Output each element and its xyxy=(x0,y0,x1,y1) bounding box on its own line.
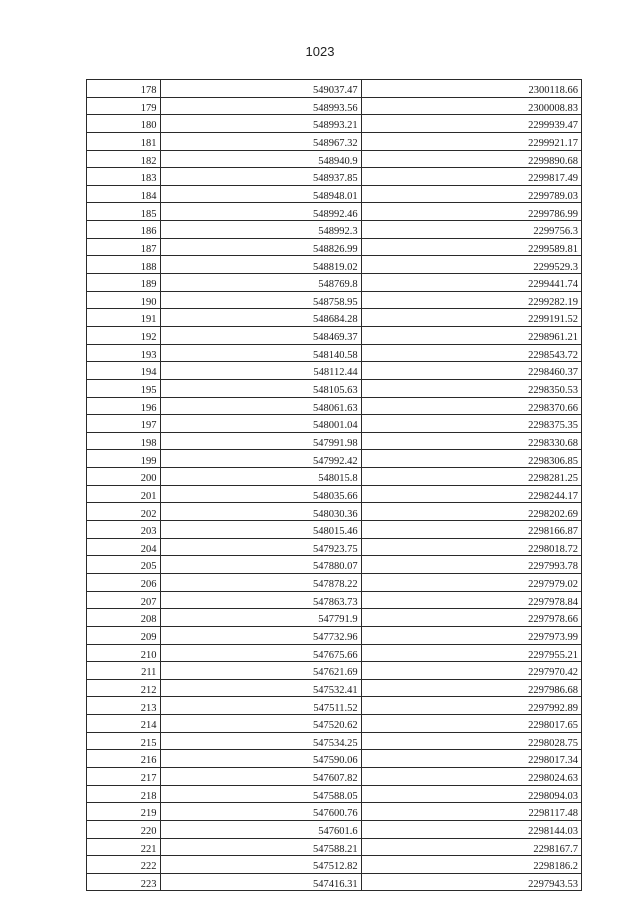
x-coordinate-cell: 547532.41 xyxy=(161,679,361,697)
y-coordinate-cell: 2299756.3 xyxy=(361,221,581,239)
table-row xyxy=(87,415,582,433)
table-row xyxy=(87,644,582,662)
table-row xyxy=(87,115,582,133)
y-coordinate-cell: 2300008.83 xyxy=(361,97,581,115)
point-number-cell: 180 xyxy=(87,115,161,133)
table-row xyxy=(87,803,582,821)
x-coordinate-cell: 548819.02 xyxy=(161,256,361,274)
y-coordinate-cell: 2299589.81 xyxy=(361,238,581,256)
y-coordinate-cell: 2297978.84 xyxy=(361,591,581,609)
y-coordinate-cell: 2298202.69 xyxy=(361,503,581,521)
table-row xyxy=(87,679,582,697)
y-coordinate-cell: 2299441.74 xyxy=(361,274,581,292)
x-coordinate-cell: 548967.32 xyxy=(161,132,361,150)
y-coordinate-cell: 2297992.89 xyxy=(361,697,581,715)
x-coordinate-cell: 547732.96 xyxy=(161,626,361,644)
y-coordinate-cell: 2298375.35 xyxy=(361,415,581,433)
x-coordinate-cell: 547621.69 xyxy=(161,662,361,680)
x-coordinate-cell: 549037.47 xyxy=(161,80,361,98)
point-number-cell: 212 xyxy=(87,679,161,697)
table-row xyxy=(87,379,582,397)
y-coordinate-cell: 2298017.65 xyxy=(361,715,581,733)
y-coordinate-cell: 2298330.68 xyxy=(361,432,581,450)
x-coordinate-cell: 548684.28 xyxy=(161,309,361,327)
point-number-cell: 207 xyxy=(87,591,161,609)
point-number-cell: 196 xyxy=(87,397,161,415)
x-coordinate-cell: 548015.46 xyxy=(161,521,361,539)
point-number-cell: 221 xyxy=(87,838,161,856)
table-row xyxy=(87,168,582,186)
x-coordinate-cell: 547520.62 xyxy=(161,715,361,733)
y-coordinate-cell: 2298167.7 xyxy=(361,838,581,856)
x-coordinate-cell: 547601.6 xyxy=(161,820,361,838)
table-row xyxy=(87,309,582,327)
table-row xyxy=(87,397,582,415)
table-row xyxy=(87,344,582,362)
point-number-cell: 194 xyxy=(87,362,161,380)
y-coordinate-cell: 2298094.03 xyxy=(361,785,581,803)
x-coordinate-cell: 548112.44 xyxy=(161,362,361,380)
x-coordinate-cell: 547878.22 xyxy=(161,573,361,591)
x-coordinate-cell: 547590.06 xyxy=(161,750,361,768)
y-coordinate-cell: 2298028.75 xyxy=(361,732,581,750)
y-coordinate-cell: 2298281.25 xyxy=(361,468,581,486)
table-row xyxy=(87,732,582,750)
table-row xyxy=(87,221,582,239)
point-number-cell: 218 xyxy=(87,785,161,803)
y-coordinate-cell: 2298024.63 xyxy=(361,767,581,785)
y-coordinate-cell: 2298017.34 xyxy=(361,750,581,768)
table-row xyxy=(87,609,582,627)
point-number-cell: 179 xyxy=(87,97,161,115)
page-number: 1023 xyxy=(305,44,335,59)
point-number-cell: 199 xyxy=(87,450,161,468)
y-coordinate-cell: 2298460.37 xyxy=(361,362,581,380)
y-coordinate-cell: 2299529.3 xyxy=(361,256,581,274)
y-coordinate-cell: 2299921.17 xyxy=(361,132,581,150)
point-number-cell: 211 xyxy=(87,662,161,680)
y-coordinate-cell: 2297978.66 xyxy=(361,609,581,627)
point-number-cell: 181 xyxy=(87,132,161,150)
x-coordinate-cell: 547416.31 xyxy=(161,873,361,891)
x-coordinate-cell: 547511.52 xyxy=(161,697,361,715)
table-row xyxy=(87,767,582,785)
table-row xyxy=(87,503,582,521)
table-row xyxy=(87,274,582,292)
point-number-cell: 202 xyxy=(87,503,161,521)
y-coordinate-cell: 2297979.02 xyxy=(361,573,581,591)
x-coordinate-cell: 547607.82 xyxy=(161,767,361,785)
table-row xyxy=(87,468,582,486)
x-coordinate-cell: 547534.25 xyxy=(161,732,361,750)
point-number-cell: 185 xyxy=(87,203,161,221)
y-coordinate-cell: 2297970.42 xyxy=(361,662,581,680)
table-row xyxy=(87,256,582,274)
point-number-cell: 184 xyxy=(87,185,161,203)
x-coordinate-cell: 547588.05 xyxy=(161,785,361,803)
point-number-cell: 223 xyxy=(87,873,161,891)
x-coordinate-cell: 548826.99 xyxy=(161,238,361,256)
y-coordinate-cell: 2298306.85 xyxy=(361,450,581,468)
y-coordinate-cell: 2298350.53 xyxy=(361,379,581,397)
point-number-cell: 192 xyxy=(87,326,161,344)
table-row xyxy=(87,97,582,115)
y-coordinate-cell: 2298370.66 xyxy=(361,397,581,415)
point-number-cell: 188 xyxy=(87,256,161,274)
table-row xyxy=(87,662,582,680)
table-row xyxy=(87,626,582,644)
x-coordinate-cell: 547675.66 xyxy=(161,644,361,662)
x-coordinate-cell: 548993.56 xyxy=(161,97,361,115)
x-coordinate-cell: 548140.58 xyxy=(161,344,361,362)
x-coordinate-cell: 548992.3 xyxy=(161,221,361,239)
point-number-cell: 210 xyxy=(87,644,161,662)
point-number-cell: 191 xyxy=(87,309,161,327)
table-row xyxy=(87,132,582,150)
table-row xyxy=(87,150,582,168)
table-row xyxy=(87,573,582,591)
point-number-cell: 193 xyxy=(87,344,161,362)
point-number-cell: 197 xyxy=(87,415,161,433)
x-coordinate-cell: 547923.75 xyxy=(161,538,361,556)
table-row xyxy=(87,203,582,221)
x-coordinate-cell: 548015.8 xyxy=(161,468,361,486)
x-coordinate-cell: 548469.37 xyxy=(161,326,361,344)
table-row xyxy=(87,432,582,450)
y-coordinate-cell: 2297993.78 xyxy=(361,556,581,574)
point-number-cell: 222 xyxy=(87,856,161,874)
table-row xyxy=(87,521,582,539)
x-coordinate-cell: 548035.66 xyxy=(161,485,361,503)
point-number-cell: 201 xyxy=(87,485,161,503)
point-number-cell: 206 xyxy=(87,573,161,591)
point-number-cell: 208 xyxy=(87,609,161,627)
x-coordinate-cell: 548061.63 xyxy=(161,397,361,415)
x-coordinate-cell: 547992.42 xyxy=(161,450,361,468)
point-number-cell: 190 xyxy=(87,291,161,309)
table-row xyxy=(87,80,582,98)
table-row xyxy=(87,238,582,256)
point-number-cell: 195 xyxy=(87,379,161,397)
x-coordinate-cell: 548992.46 xyxy=(161,203,361,221)
point-number-cell: 213 xyxy=(87,697,161,715)
point-number-cell: 215 xyxy=(87,732,161,750)
point-number-cell: 182 xyxy=(87,150,161,168)
y-coordinate-cell: 2299939.47 xyxy=(361,115,581,133)
point-number-cell: 219 xyxy=(87,803,161,821)
table-row xyxy=(87,362,582,380)
y-coordinate-cell: 2297973.99 xyxy=(361,626,581,644)
y-coordinate-cell: 2297943.53 xyxy=(361,873,581,891)
x-coordinate-cell: 548769.8 xyxy=(161,274,361,292)
x-coordinate-cell: 547863.73 xyxy=(161,591,361,609)
y-coordinate-cell: 2298117.48 xyxy=(361,803,581,821)
table-row xyxy=(87,715,582,733)
x-coordinate-cell: 548758.95 xyxy=(161,291,361,309)
point-number-cell: 189 xyxy=(87,274,161,292)
point-number-cell: 220 xyxy=(87,820,161,838)
table-row xyxy=(87,838,582,856)
table-row xyxy=(87,556,582,574)
point-number-cell: 205 xyxy=(87,556,161,574)
y-coordinate-cell: 2299890.68 xyxy=(361,150,581,168)
point-number-cell: 203 xyxy=(87,521,161,539)
x-coordinate-cell: 547791.9 xyxy=(161,609,361,627)
table-row xyxy=(87,750,582,768)
x-coordinate-cell: 547880.07 xyxy=(161,556,361,574)
point-number-cell: 216 xyxy=(87,750,161,768)
y-coordinate-cell: 2298244.17 xyxy=(361,485,581,503)
y-coordinate-cell: 2299191.52 xyxy=(361,309,581,327)
y-coordinate-cell: 2298186.2 xyxy=(361,856,581,874)
coordinate-table-body xyxy=(87,80,582,891)
x-coordinate-cell: 548105.63 xyxy=(161,379,361,397)
x-coordinate-cell: 548940.9 xyxy=(161,150,361,168)
y-coordinate-cell: 2298166.87 xyxy=(361,521,581,539)
point-number-cell: 183 xyxy=(87,168,161,186)
x-coordinate-cell: 548001.04 xyxy=(161,415,361,433)
y-coordinate-cell: 2298144.03 xyxy=(361,820,581,838)
x-coordinate-cell: 548948.01 xyxy=(161,185,361,203)
point-number-cell: 186 xyxy=(87,221,161,239)
point-number-cell: 214 xyxy=(87,715,161,733)
point-number-cell: 198 xyxy=(87,432,161,450)
point-number-cell: 178 xyxy=(87,80,161,98)
y-coordinate-cell: 2297986.68 xyxy=(361,679,581,697)
x-coordinate-cell: 547588.21 xyxy=(161,838,361,856)
table-row xyxy=(87,873,582,891)
table-row xyxy=(87,856,582,874)
table-row xyxy=(87,820,582,838)
y-coordinate-cell: 2298018.72 xyxy=(361,538,581,556)
table-row xyxy=(87,450,582,468)
y-coordinate-cell: 2299817.49 xyxy=(361,168,581,186)
y-coordinate-cell: 2298961.21 xyxy=(361,326,581,344)
x-coordinate-cell: 548937.85 xyxy=(161,168,361,186)
point-number-cell: 217 xyxy=(87,767,161,785)
point-number-cell: 209 xyxy=(87,626,161,644)
table-row xyxy=(87,697,582,715)
x-coordinate-cell: 547991.98 xyxy=(161,432,361,450)
y-coordinate-cell: 2299786.99 xyxy=(361,203,581,221)
x-coordinate-cell: 547600.76 xyxy=(161,803,361,821)
point-number-cell: 187 xyxy=(87,238,161,256)
y-coordinate-cell: 2299282.19 xyxy=(361,291,581,309)
y-coordinate-cell: 2299789.03 xyxy=(361,185,581,203)
table-row xyxy=(87,326,582,344)
y-coordinate-cell: 2298543.72 xyxy=(361,344,581,362)
point-number-cell: 204 xyxy=(87,538,161,556)
x-coordinate-cell: 548993.21 xyxy=(161,115,361,133)
table-row xyxy=(87,538,582,556)
table-row xyxy=(87,185,582,203)
table-row xyxy=(87,785,582,803)
coordinate-table xyxy=(86,79,582,891)
table-row xyxy=(87,591,582,609)
x-coordinate-cell: 548030.36 xyxy=(161,503,361,521)
point-number-cell: 200 xyxy=(87,468,161,486)
y-coordinate-cell: 2297955.21 xyxy=(361,644,581,662)
y-coordinate-cell: 2300118.66 xyxy=(361,80,581,98)
table-row xyxy=(87,291,582,309)
table-row xyxy=(87,485,582,503)
x-coordinate-cell: 547512.82 xyxy=(161,856,361,874)
